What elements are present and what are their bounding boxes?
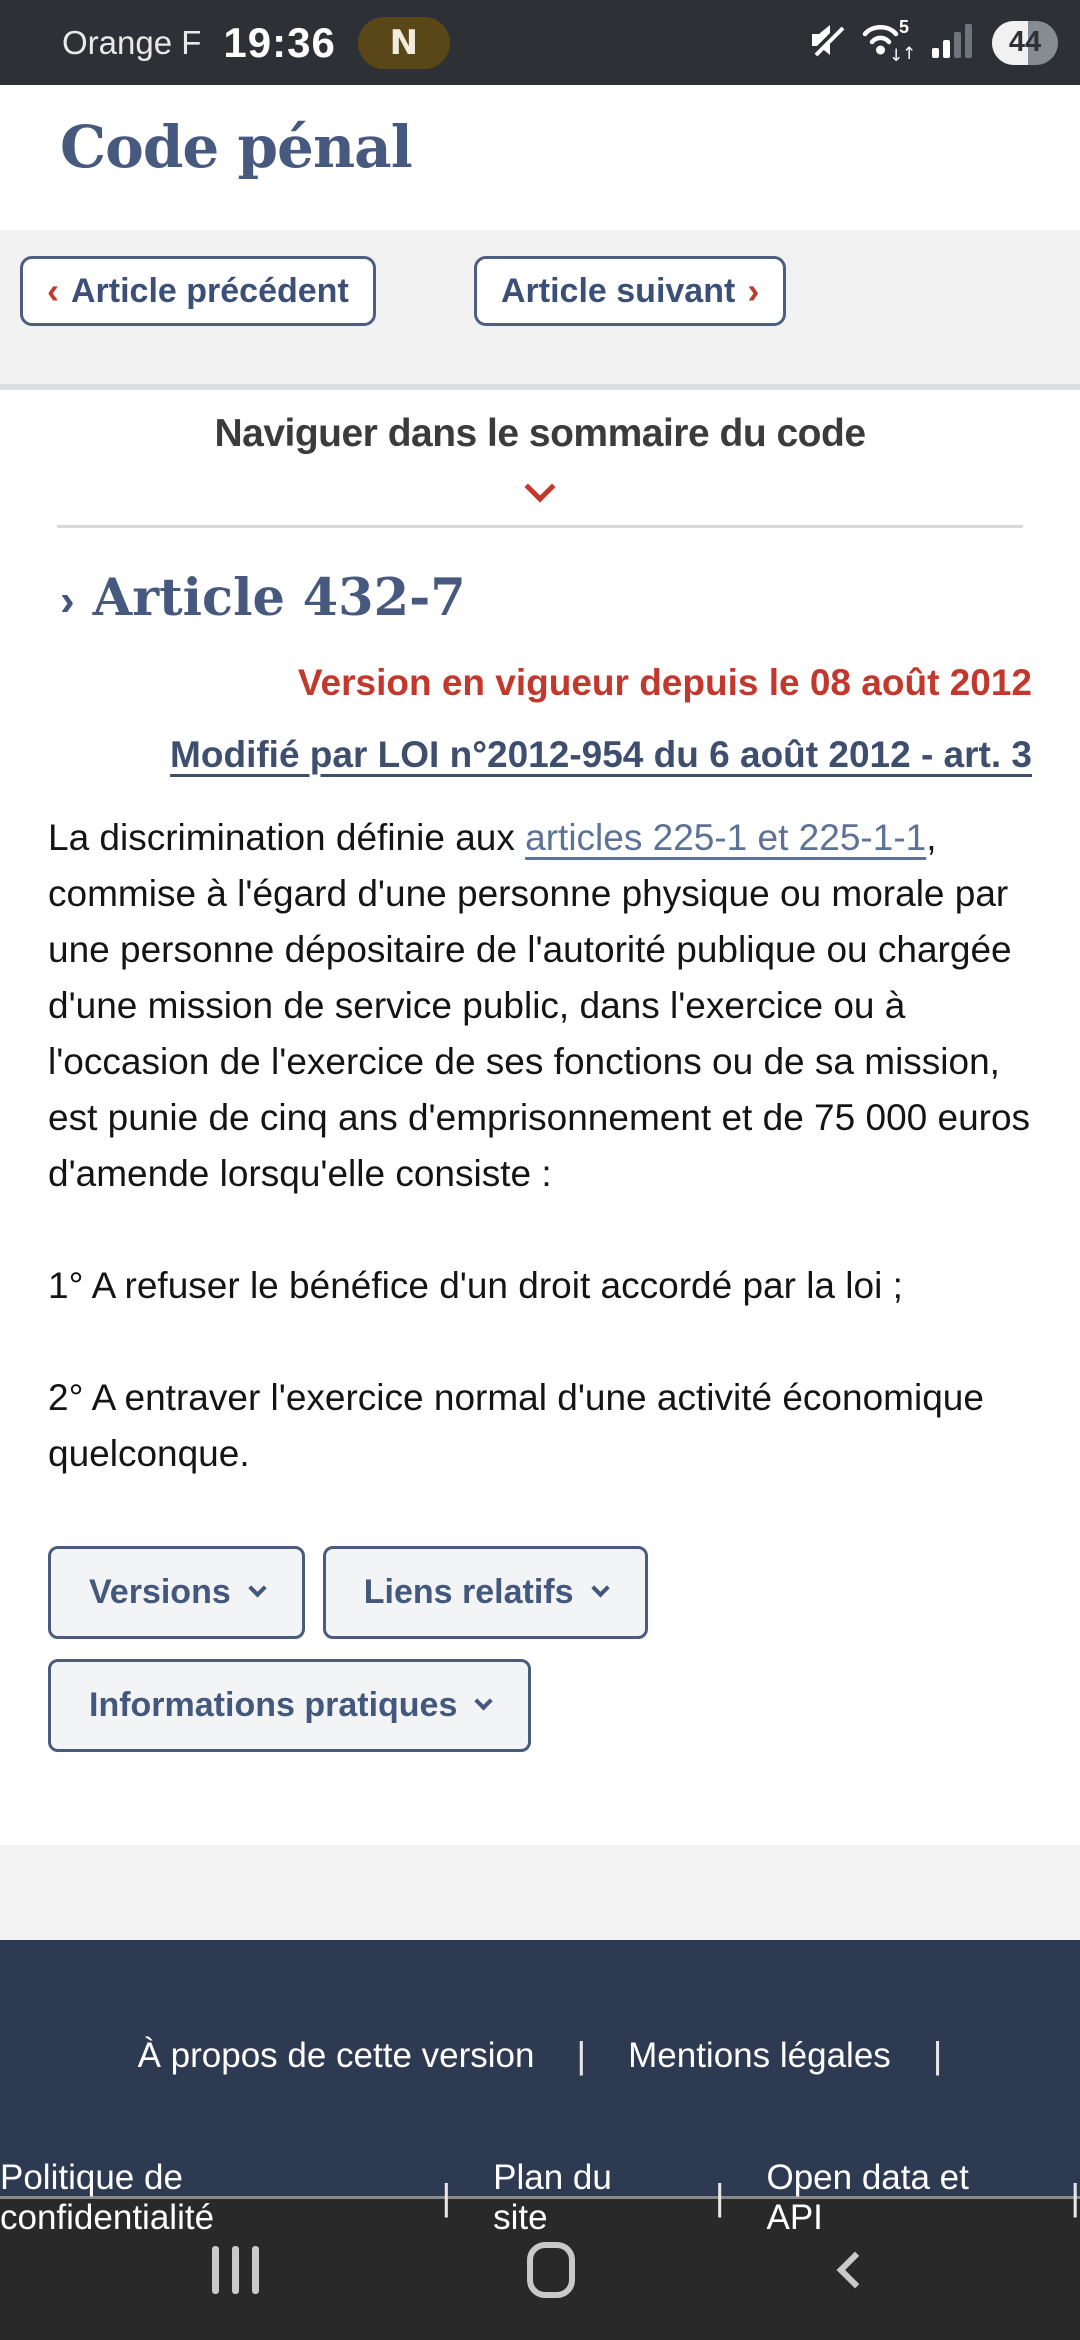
carrier-label: Orange F <box>62 23 202 61</box>
status-bar-left <box>62 17 450 69</box>
footer-link-open-data-api[interactable]: Open data et API <box>766 2158 969 2237</box>
article-item-2: 2° A entraver l'exercice normal d'une activité économique quelconque. <box>48 1377 984 1474</box>
code-summary-toggle[interactable] <box>48 390 1032 505</box>
recent-apps-icon <box>212 2246 259 2294</box>
chevron-left-icon: ‹ <box>47 270 59 311</box>
article-heading <box>60 568 1032 628</box>
article-item-1: 1° A refuser le bénéfice d'un droit accordé par la loi ; <box>48 1265 903 1306</box>
article-content <box>0 390 1080 1845</box>
related-links-label: Liens relatifs <box>363 1573 574 1611</box>
chevron-right-icon: › <box>747 270 760 311</box>
article-number: Article 432-7 <box>92 568 466 628</box>
versions-dropdown-button[interactable] <box>48 1546 305 1639</box>
home-button[interactable] <box>527 2242 575 2298</box>
svg-text:↑: ↑ <box>902 44 916 62</box>
battery-indicator <box>992 21 1058 65</box>
svg-text:↓: ↓ <box>889 46 904 62</box>
svg-text:5: 5 <box>899 18 910 37</box>
wifi-5ghz-icon <box>862 18 916 67</box>
paragraph-intro: La discrimination définie aux <box>48 817 526 858</box>
article-paragraph <box>48 810 1032 1202</box>
previous-article-button[interactable] <box>20 256 376 326</box>
footer-link-about-version[interactable]: À propos de cette version <box>137 2036 535 2075</box>
next-article-label: Article suivant <box>501 271 736 310</box>
battery-percent: 44 <box>1008 26 1042 58</box>
previous-article-label: Article précédent <box>71 271 349 310</box>
footer-link-legal-notice[interactable]: Mentions légales <box>628 2036 891 2075</box>
related-links-dropdown-button[interactable] <box>323 1546 648 1639</box>
footer-separator: | <box>714 2177 725 2218</box>
footer-link-privacy-policy[interactable]: Politique de confidentialité <box>0 2158 215 2237</box>
chevron-right-icon: › <box>60 576 75 625</box>
footer-separator: | <box>441 2177 452 2218</box>
article-pager <box>0 230 1080 390</box>
netflix-notification-icon <box>358 17 450 69</box>
back-icon <box>837 2251 874 2288</box>
chevron-down-icon <box>524 471 555 502</box>
recent-apps-button[interactable] <box>212 2246 259 2294</box>
footer-link-sitemap[interactable]: Plan du site <box>493 2158 612 2237</box>
practical-info-dropdown-button[interactable] <box>48 1659 531 1752</box>
footer-separator: | <box>1070 2177 1080 2218</box>
signal-bars-icon <box>932 20 976 65</box>
clock: 19:36 <box>223 18 336 66</box>
status-bar-right <box>810 18 1058 67</box>
back-button[interactable] <box>842 2257 868 2283</box>
page-title: Code pénal <box>60 113 412 181</box>
mute-icon <box>810 23 846 62</box>
footer-separator: | <box>576 2035 587 2076</box>
version-notice: Version en vigueur depuis le 08 août 2012 <box>297 662 1032 703</box>
next-article-button[interactable] <box>474 256 786 326</box>
footer-separator: | <box>932 2035 943 2076</box>
chevron-down-icon <box>475 1692 493 1710</box>
site-header <box>0 85 1080 230</box>
section-divider <box>57 525 1023 528</box>
home-icon <box>527 2242 575 2298</box>
chevron-down-icon <box>248 1579 266 1597</box>
spacer-band <box>0 1845 1080 1940</box>
expand-summary-button[interactable] <box>525 472 555 505</box>
footer-row-2 <box>0 2158 1080 2238</box>
status-bar <box>0 0 1080 85</box>
paragraph-rest: , commise à l'égard d'une personne physique ou morale par une personne dépositaire de l'autorité publique ou chargée d'une mission de service public, dans l'exercice ou à l'occasion de l'exercice de ses fonctions ou de sa mission, est punie de cinq ans d'emprisonnement et de 75 000 euros d'amende lorsqu'elle consiste : <box>48 817 1031 1194</box>
chevron-down-icon <box>591 1579 609 1597</box>
footer-row-1 <box>0 2035 1080 2077</box>
code-summary-label: Naviguer dans le sommaire du code <box>214 412 866 455</box>
article-actions <box>48 1546 748 1752</box>
modified-by-law-link[interactable]: Modifié par LOI n°2012-954 du 6 août 2012 - art. 3 <box>170 734 1032 775</box>
articles-225-1-link[interactable]: articles 225-1 et 225-1-1 <box>525 817 927 858</box>
versions-label: Versions <box>89 1573 231 1611</box>
practical-info-label: Informations pratiques <box>89 1686 458 1724</box>
netflix-n-glyph: N <box>389 22 419 63</box>
site-footer <box>0 1940 1080 2237</box>
